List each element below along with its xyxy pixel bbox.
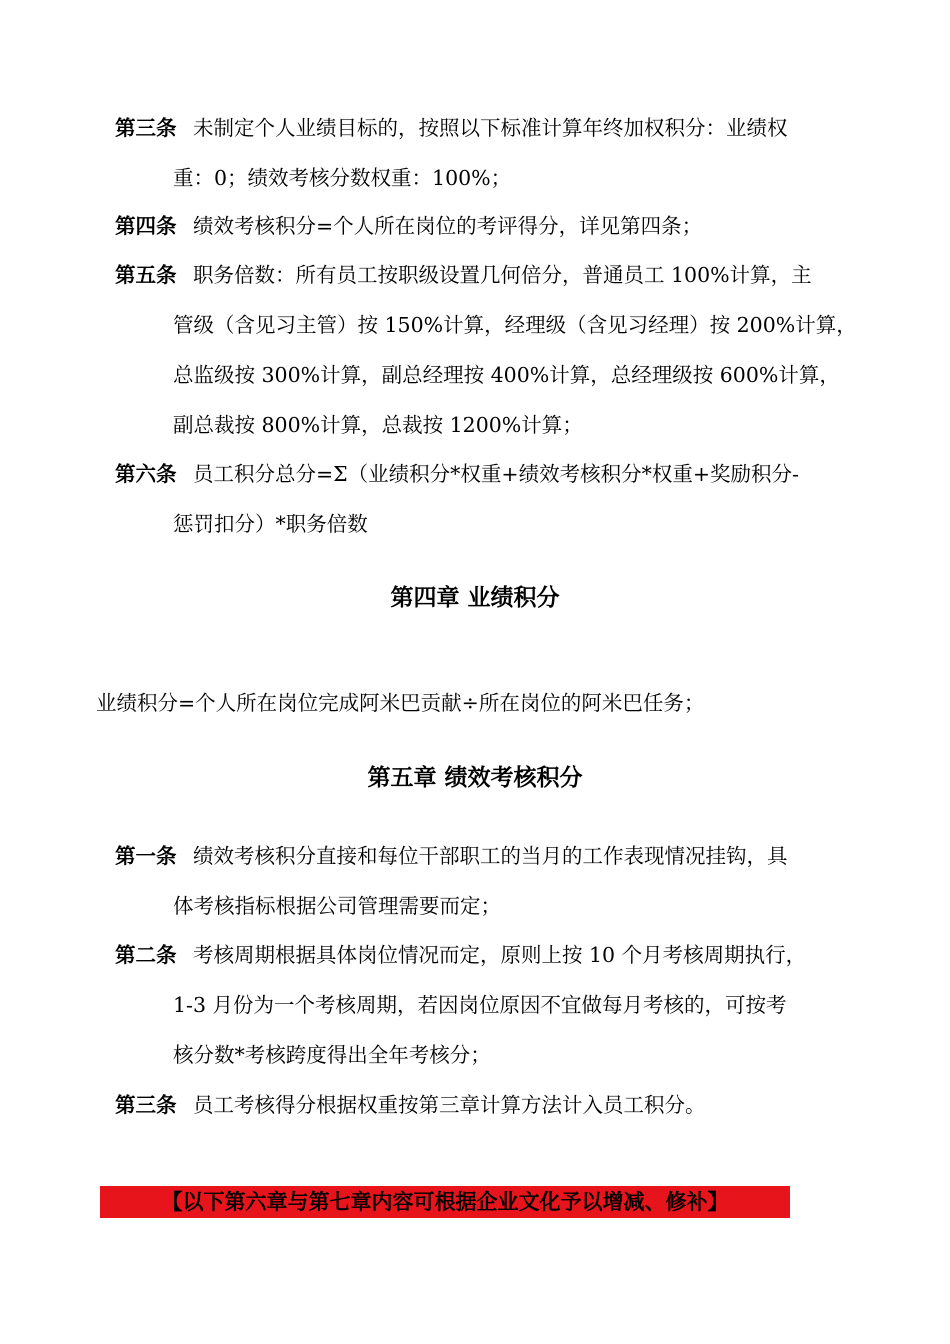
article-text: 员工积分总分=Σ（业绩积分*权重+绩效考核积分*权重+奖励积分- [193, 462, 799, 486]
article-label: 第五条 [115, 263, 177, 287]
article-5-1 [115, 831, 875, 931]
article-3 [115, 103, 875, 203]
article-text: 绩效考核积分直接和每位干部职工的当月的工作表现情况挂钩，具 [193, 844, 788, 868]
chapter-4-heading: 第四章 业绩积分 [390, 585, 560, 611]
article-6 [115, 449, 875, 549]
article-line: 体考核指标根据公司管理需要而定； [173, 894, 501, 918]
article-4 [115, 201, 875, 251]
article-text: 职务倍数：所有员工按职级设置几何倍分，普通员工 100%计算，主 [193, 263, 812, 287]
article-line: 核分数*考核跨度得出全年考核分； [173, 1043, 491, 1067]
article-line: 惩罚扣分）*职务倍数 [173, 512, 368, 536]
article-line [115, 103, 875, 153]
article-line [115, 1080, 875, 1130]
article-line: 总监级按 300%计算，副总经理按 400%计算，总经理级按 600%计算， [173, 363, 840, 387]
article-line [115, 201, 875, 251]
article-text: 考核周期根据具体岗位情况而定，原则上按 10 个月考核周期执行， [193, 943, 807, 967]
article-label: 第三条 [115, 1093, 177, 1117]
chapter-5-heading: 第五章 绩效考核积分 [367, 765, 583, 791]
article-line: 管级（含见习主管）按 150%计算，经理级（含见习经理）按 200%计算， [173, 313, 857, 337]
article-label: 第三条 [115, 116, 177, 140]
chapter-4-paragraph: 业绩积分=个人所在岗位完成阿米巴贡献÷所在岗位的阿米巴任务； [96, 691, 705, 715]
article-label: 第二条 [115, 943, 177, 967]
article-line [115, 930, 875, 980]
article-line: 1-3 月份为一个考核周期，若因岗位原因不宜做每月考核的，可按考 [173, 993, 787, 1017]
article-line: 重：0；绩效考核分数权重：100%； [173, 166, 512, 190]
article-5-2 [115, 930, 875, 1080]
article-text: 未制定个人业绩目标的，按照以下标准计算年终加权积分：业绩权 [193, 116, 788, 140]
article-label: 第一条 [115, 844, 177, 868]
article-text: 员工考核得分根据权重按第三章计算方法计入员工积分。 [193, 1093, 706, 1117]
article-label: 第四条 [115, 214, 177, 238]
editable-notice-banner: 【以下第六章与第七章内容可根据企业文化予以增减、修补】 [100, 1186, 790, 1218]
article-5-3 [115, 1080, 875, 1130]
article-line: 副总裁按 800%计算，总裁按 1200%计算； [173, 413, 583, 437]
article-line [115, 449, 875, 499]
article-label: 第六条 [115, 462, 177, 486]
article-line [115, 250, 875, 300]
article-text: 绩效考核积分=个人所在岗位的考评得分，详见第四条； [193, 214, 703, 238]
article-5 [115, 250, 875, 450]
article-line [115, 831, 875, 881]
